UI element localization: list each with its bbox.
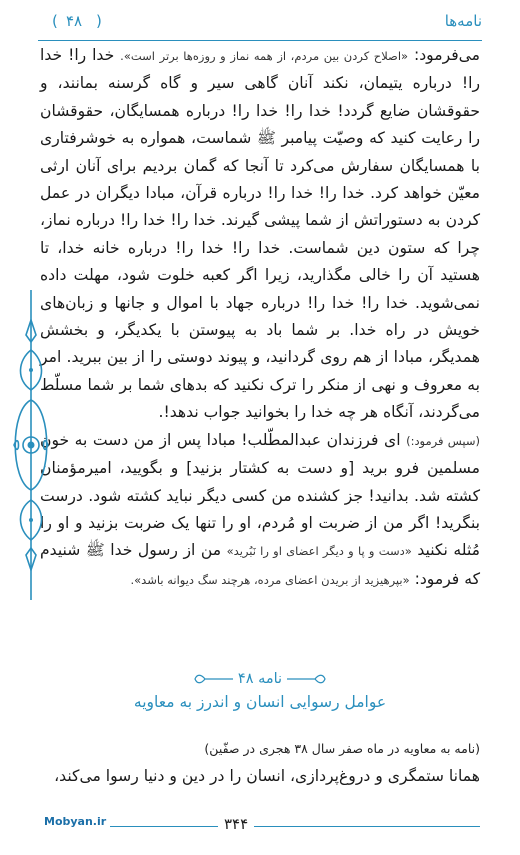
letter-body: همانا ستمگری و دروغ‌پردازی، انسان را در دین و دنیا رسوا می‌کند، xyxy=(54,767,480,785)
header-rule xyxy=(38,40,482,41)
p2-text-b: من از رسول خدا ﷺ شنیدم که فرمود: xyxy=(40,541,480,588)
letter-heading xyxy=(0,668,520,711)
main-text xyxy=(40,42,480,594)
page-number: ۳۴۴ xyxy=(218,815,254,833)
p2-small-intro: (سپس فرمود:) xyxy=(406,433,480,448)
paragraph-1 xyxy=(40,42,480,427)
p2-small-mid: «دست و پا و دیگر اعضای او را نَبُرید» xyxy=(226,544,412,559)
header-paren-close: ) xyxy=(52,12,58,30)
header-number: ۴۸ xyxy=(66,12,83,30)
header-title: نامه‌ها xyxy=(444,12,482,30)
site-watermark: Mobyan.ir xyxy=(40,815,110,828)
p1-intro: می‌فرمود: xyxy=(413,46,480,64)
margin-ornament-icon xyxy=(8,290,54,600)
p1-text: خدا را! خدا را! درباره یتیمان، نکند آنان گاهی سیر و گاه گرسنه بمانند، و حقوقشان ضایع گردد! خدا را! خدا را! درباره همسایگان، حقوقشان را رعایت کنید که وصیّت پیامبر ﷺ شماست، همواره به خوشرفتاری با همسایگان سفارش می‌کرد تا آنجا که گمان بردیم برای آنان ارثی معیّن خواهد کرد. خدا را! خدا را! درباره قرآن، مبادا دیگران در عمل کردن به دستوراتش از شما پیشی گیرند. خدا را! خدا را! درباره نماز، چرا که ستون دین شماست. خدا را! خدا را! درباره خانه خدا، تا هستید آن را خالی مگذارید، زیرا اگر کعبه خلوت شود، مهلت داده نمی‌شوید. خدا را! خدا را! درباره جهاد با اموال و جانها و زبان‌های خویش در راه خدا. بر شما باد به پیوستن با یکدیگر، و بخشش همدیگر، مبادا از هم روی گردانید، و پیوند دوستی را از بین ببرید. امر به معروف و نهی از منکر را ترک نکنید که بدهای شما بر شما مسلّط می‌گردند، آنگاه هر چه خدا را بخوانید جواب ندهد!. xyxy=(40,46,480,422)
page-header xyxy=(0,6,520,36)
letter-note: (نامه به معاویه در ماه صفر سال ۳۸ هجری در صفّین) xyxy=(204,741,480,756)
page-footer xyxy=(0,813,520,843)
letter-number: نامه ۴۸ xyxy=(237,671,283,687)
p2-text-a: ای فرزندان عبدالمطّلب! مبادا پس از من دست به خون مسلمین فرو برید [و دست به کشتار بزنید] و بگویید، امیرمؤمنان کشته شد. بدانید! جز کشنده من کسی دیگر نباید کشته شود. درست بنگرید! اگر من از ضربت او مُردم، او را تنها یک ضربت بزنید و او را مُثله نکنید xyxy=(40,430,481,560)
p1-small: «اصلاح کردن بین مردم، از همه نماز و روزه‌ها برتر است». xyxy=(120,49,409,63)
header-paren-open: ( xyxy=(96,12,102,30)
ornament-right-icon xyxy=(287,673,327,685)
letter-number-row xyxy=(0,668,520,687)
ornament-left-icon xyxy=(193,673,233,685)
p2-small-end: «بپرهیزید از بریدن اعضای مرده، هرچند سگ دیوانه باشد». xyxy=(130,572,410,587)
paragraph-2 xyxy=(40,427,480,594)
letter-title: عوامل رسوایی انسان و اندرز به معاویه xyxy=(133,693,387,711)
